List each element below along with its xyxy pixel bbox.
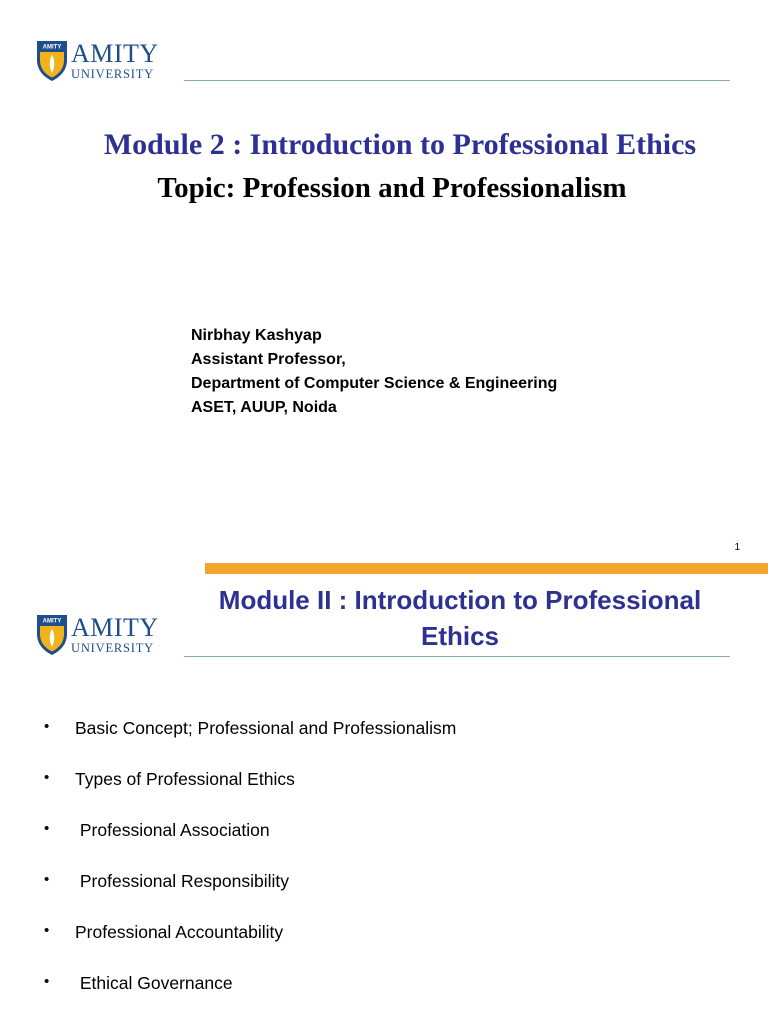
svg-text:AMITY: AMITY bbox=[42, 618, 62, 625]
page-number: 1 bbox=[734, 542, 740, 553]
author-institute: ASET, AUUP, Noida bbox=[191, 399, 337, 416]
svg-text:AMITY: AMITY bbox=[42, 44, 62, 51]
content-slide bbox=[0, 558, 768, 1024]
list-item-text: Professional Accountability bbox=[75, 922, 284, 942]
bullet-marker: • bbox=[44, 871, 50, 888]
author-role: Assistant Professor, bbox=[191, 351, 346, 368]
author-name: Nirbhay Kashyap bbox=[191, 327, 322, 344]
header-rule bbox=[184, 656, 730, 657]
bullet-marker: • bbox=[44, 820, 50, 837]
logo-subtitle: UNIVERSITY bbox=[71, 641, 154, 656]
amity-shield-icon bbox=[36, 614, 68, 656]
bullet-marker: • bbox=[44, 973, 50, 990]
slide-title-line-1: Module II : Introduction to Professional bbox=[218, 585, 702, 615]
amity-logo bbox=[36, 40, 159, 82]
list-item-text: Basic Concept; Professional and Professionalism bbox=[75, 718, 457, 738]
list-item-text: Professional Responsibility bbox=[75, 871, 289, 891]
list-item-text: Ethical Governance bbox=[75, 973, 233, 993]
amity-logo bbox=[36, 614, 159, 656]
logo-name: AMITY bbox=[71, 613, 159, 643]
author-block bbox=[191, 324, 557, 420]
list-item-text: Professional Association bbox=[75, 820, 270, 840]
logo-subtitle: UNIVERSITY bbox=[71, 67, 154, 82]
slide-title-line-2: Ethics bbox=[420, 621, 500, 651]
bullet-marker: • bbox=[44, 769, 50, 786]
bullet-marker: • bbox=[44, 718, 50, 735]
author-department: Department of Computer Science & Engineering bbox=[191, 375, 558, 392]
logo-name: AMITY bbox=[71, 39, 159, 69]
topic-title: Topic: Profession and Professionalism bbox=[157, 172, 627, 204]
slide-title bbox=[170, 582, 750, 654]
header-rule bbox=[184, 80, 730, 81]
module-title: Module 2 : Introduction to Professional Ethics bbox=[103, 128, 697, 161]
amity-shield-icon bbox=[36, 40, 68, 82]
list-item-text: Types of Professional Ethics bbox=[75, 769, 295, 789]
accent-bar bbox=[205, 563, 768, 574]
bullet-marker: • bbox=[44, 922, 50, 939]
